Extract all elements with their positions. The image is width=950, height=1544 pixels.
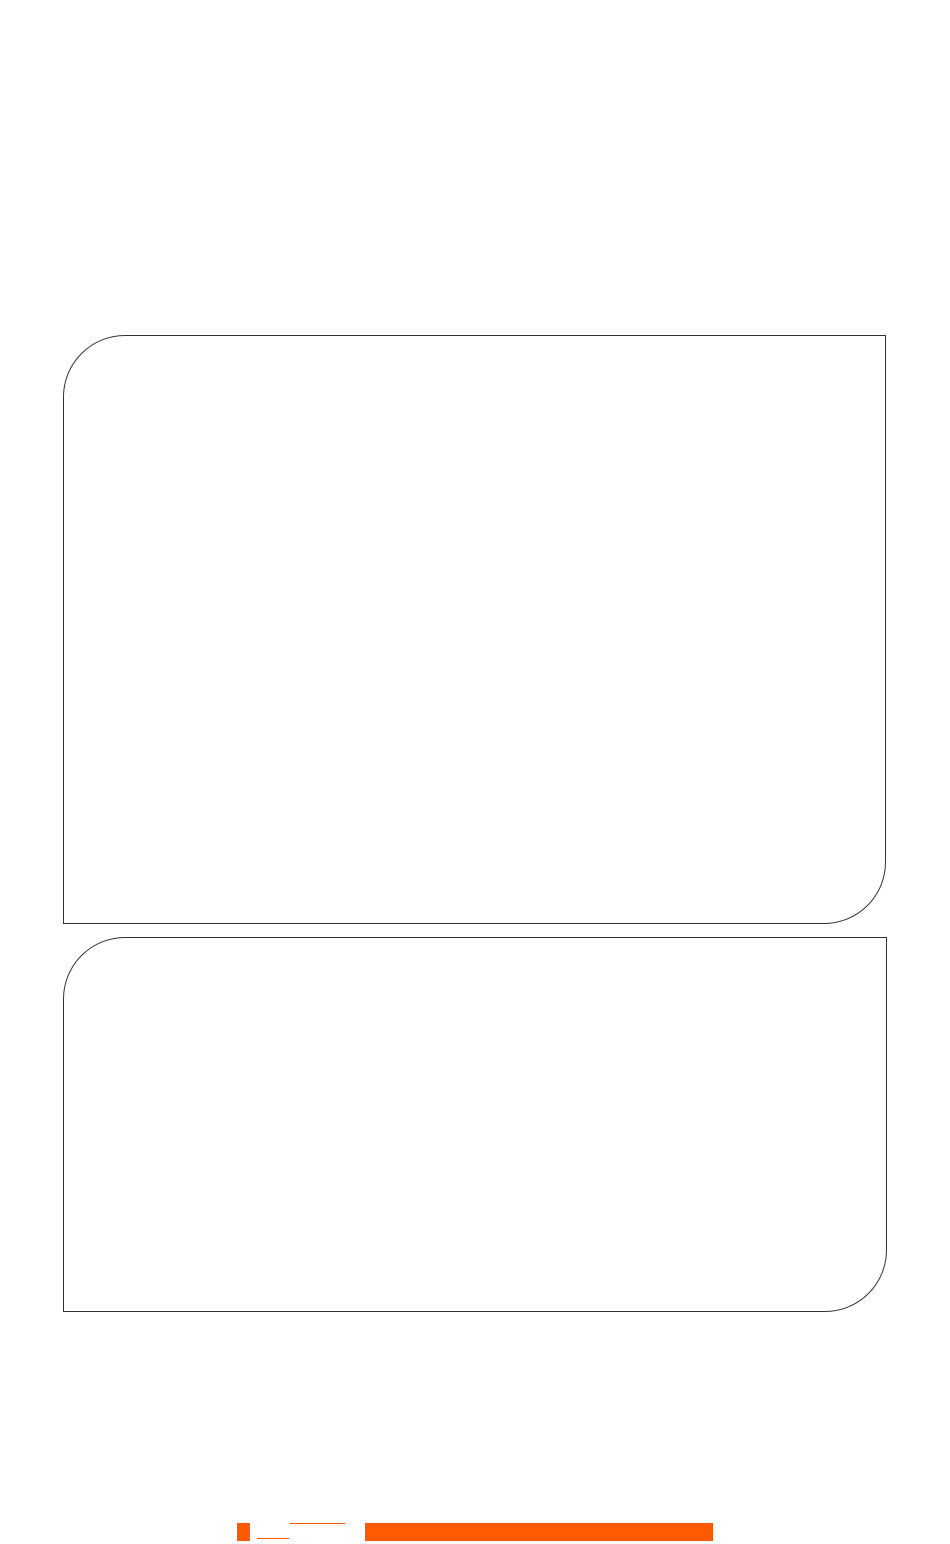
footer-accent-bar [365, 1523, 713, 1541]
footer-accent-block [237, 1523, 250, 1541]
footer-page-line [257, 1538, 289, 1539]
footer-page-line-upper [290, 1523, 345, 1524]
